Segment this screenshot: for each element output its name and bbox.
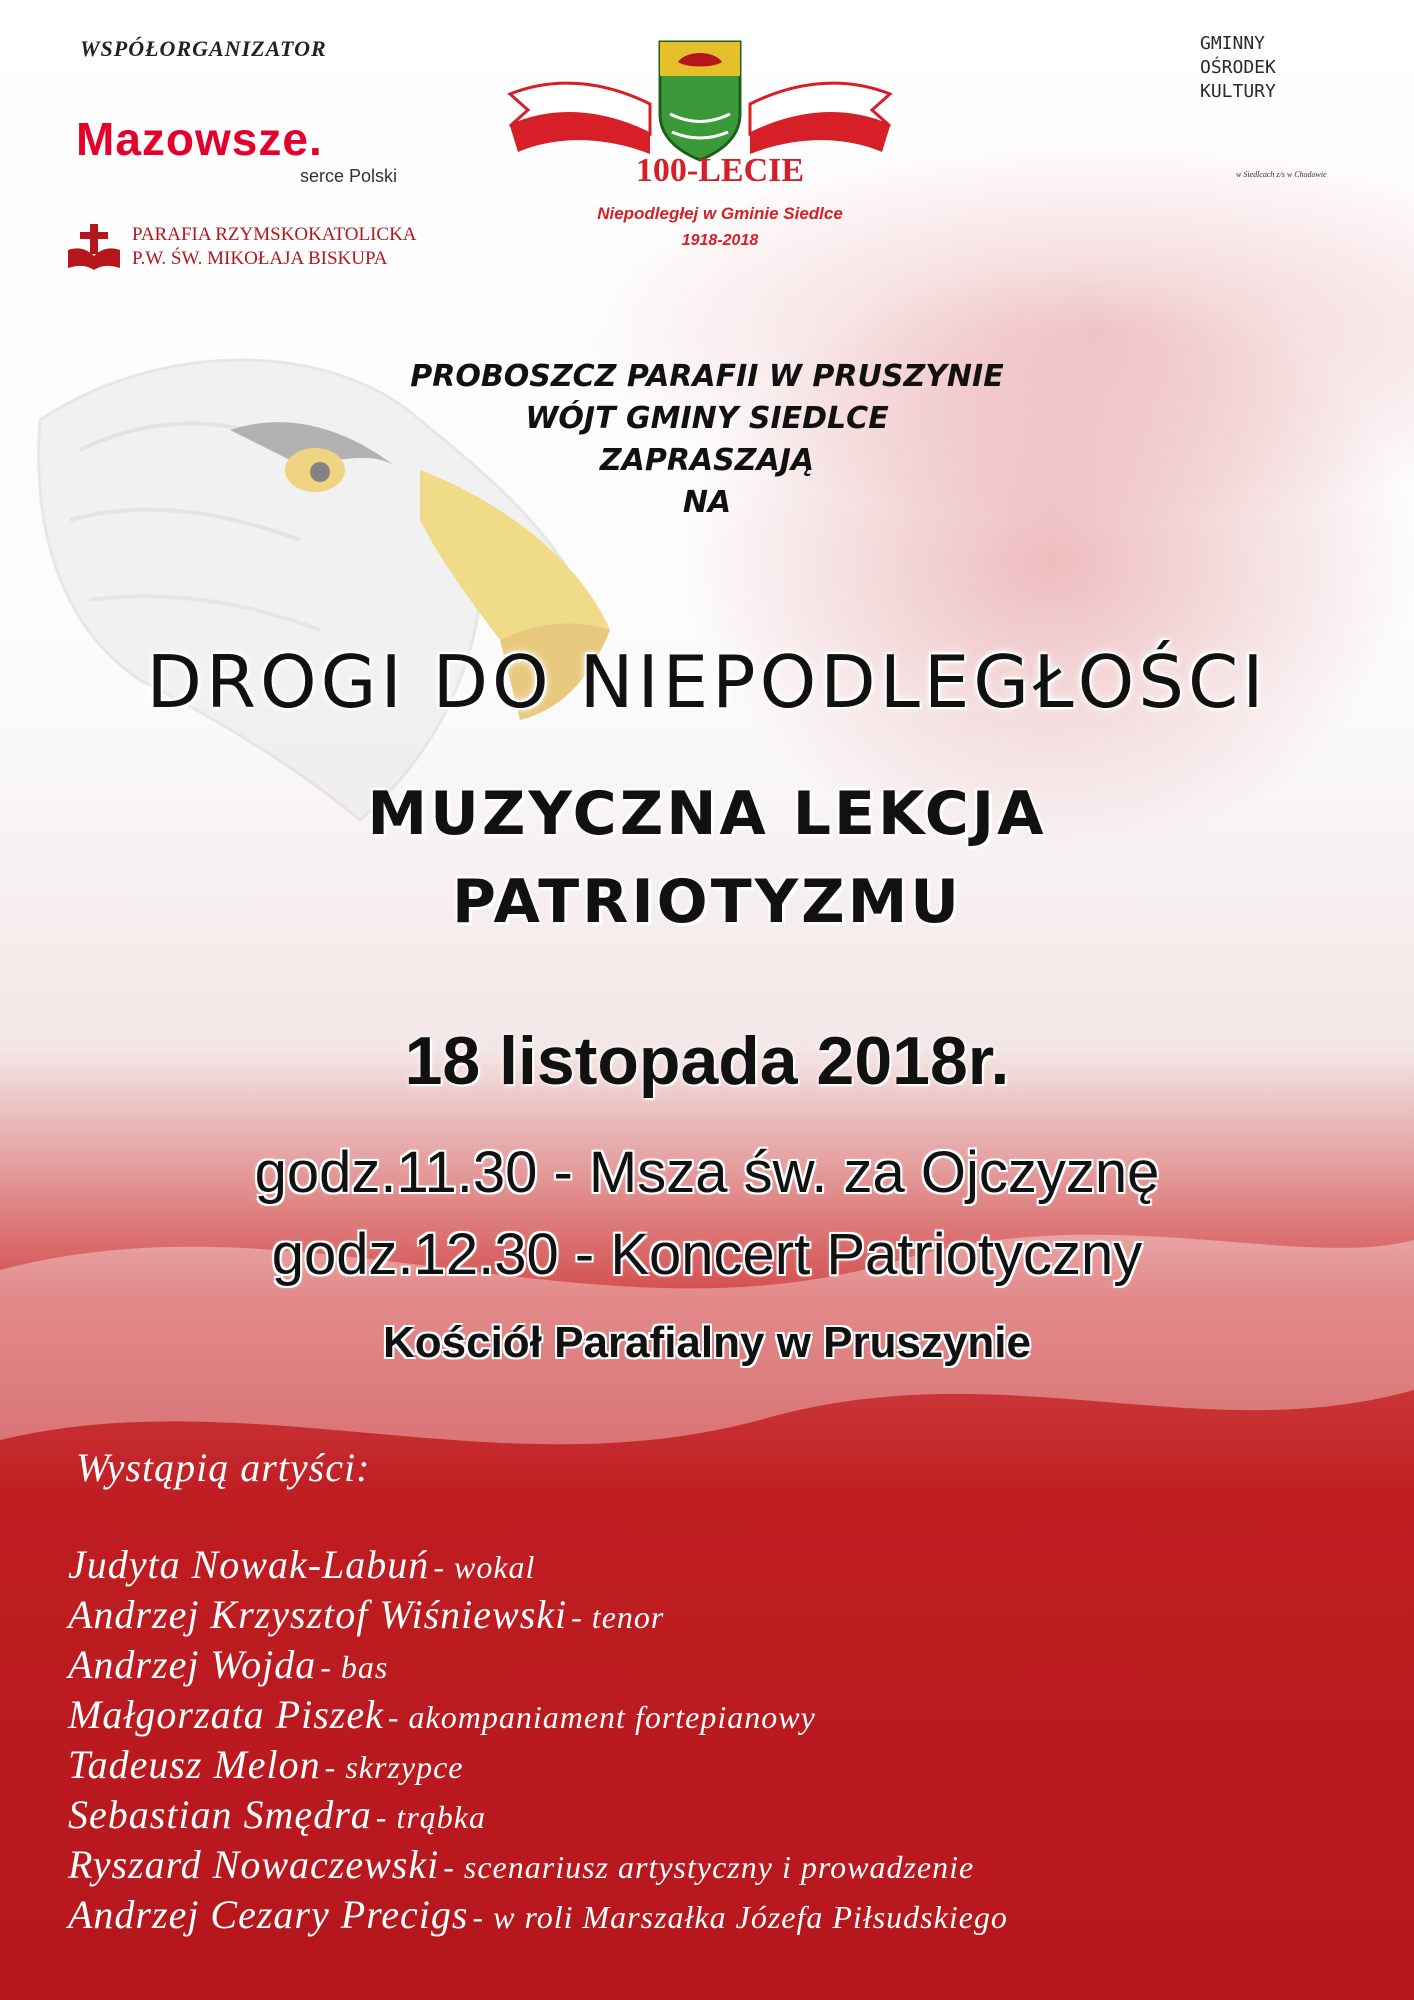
mazowsze-tagline: serce Polski: [300, 166, 398, 186]
artist-name: Judyta Nowak-Labuń: [68, 1542, 430, 1587]
centennial-emblem: [500, 34, 900, 264]
event-title: DROGI DO NIEPODLEGŁOŚCI: [146, 640, 1268, 724]
parish-logo: [66, 222, 417, 272]
artist-role: - scenariusz artystyczny i prowadzenie: [443, 1849, 975, 1885]
event-schedule: [0, 1132, 1414, 1296]
artist-role: - bas: [320, 1649, 389, 1685]
centennial-subtitle: Niepodległej w Gminie Siedlce: [597, 204, 843, 223]
artists-heading: Wystąpią artyści:: [76, 1445, 371, 1490]
gok-logo: [1200, 32, 1330, 104]
artist-role: - akompaniament fortepianowy: [387, 1699, 816, 1735]
invitation: [0, 356, 1414, 524]
schedule-item-concert: godz.12.30 - Koncert Patriotyczny: [271, 1222, 1143, 1287]
cross-book-icon: [66, 222, 122, 272]
artist-role: - skrzypce: [324, 1749, 464, 1785]
centennial-years: 1918-2018: [681, 232, 759, 249]
artist-item: [68, 1690, 1008, 1740]
artist-item: [68, 1640, 1008, 1690]
artist-item: [68, 1590, 1008, 1640]
event-date: 18 listopada 2018r.: [404, 1023, 1010, 1099]
event-subtitle-line-1: MUZYCZNA LEKCJA: [367, 779, 1047, 849]
invitation-line-2: WÓJT GMINY SIEDLCE: [525, 401, 889, 436]
artist-name: Andrzej Cezary Precigs: [68, 1892, 469, 1937]
invitation-line-3: ZAPRASZAJĄ: [599, 443, 815, 478]
artist-name: Sebastian Smędra: [68, 1792, 372, 1837]
artist-name: Andrzej Krzysztof Wiśniewski: [68, 1592, 568, 1637]
mazowsze-logo-text: Mazowsze.: [76, 113, 323, 165]
artists-list: [68, 1540, 1008, 1940]
parish-line-1: PARAFIA RZYMSKOKATOLICKA: [132, 224, 417, 245]
artist-name: Małgorzata Piszek: [68, 1692, 384, 1737]
artist-item: [68, 1840, 1008, 1890]
artist-item: [68, 1890, 1008, 1940]
artist-role: - trąbka: [375, 1799, 486, 1835]
mazowsze-logo: [76, 112, 323, 166]
artist-name: Tadeusz Melon: [68, 1742, 321, 1787]
artist-item: [68, 1790, 1008, 1840]
gok-logo-line-2: OŚRODEK: [1200, 57, 1276, 78]
schedule-item-mass: godz.11.30 - Msza św. za Ojczyznę: [254, 1140, 1160, 1205]
event-subtitle: [0, 770, 1414, 946]
event-subtitle-line-2: PATRIOTYZMU: [451, 867, 962, 937]
gok-location: w Siedlcach z/s w Chodowie: [1236, 170, 1327, 179]
artist-role: - tenor: [571, 1599, 665, 1635]
artist-name: Ryszard Nowaczewski: [68, 1842, 440, 1887]
artist-item: [68, 1540, 1008, 1590]
artist-role: - w roli Marszałka Józefa Piłsudskiego: [472, 1899, 1008, 1935]
artist-role: - wokal: [433, 1549, 536, 1585]
gok-logo-line-1: GMINNY: [1200, 33, 1266, 54]
coorganizer-label: WSPÓŁORGANIZATOR: [80, 36, 327, 61]
invitation-line-1: PROBOSZCZ PARAFII W PRUSZYNIE: [410, 359, 1004, 394]
centennial-title: 100-LECIE: [635, 152, 805, 189]
parish-line-2: P.W. ŚW. MIKOŁAJA BISKUPA: [132, 248, 388, 269]
artist-name: Andrzej Wojda: [68, 1642, 317, 1687]
event-venue: Kościół Parafialny w Pruszynie: [382, 1318, 1031, 1367]
gok-logo-line-3: KULTURY: [1200, 81, 1276, 102]
artist-item: [68, 1740, 1008, 1790]
invitation-line-4: NA: [682, 485, 732, 520]
